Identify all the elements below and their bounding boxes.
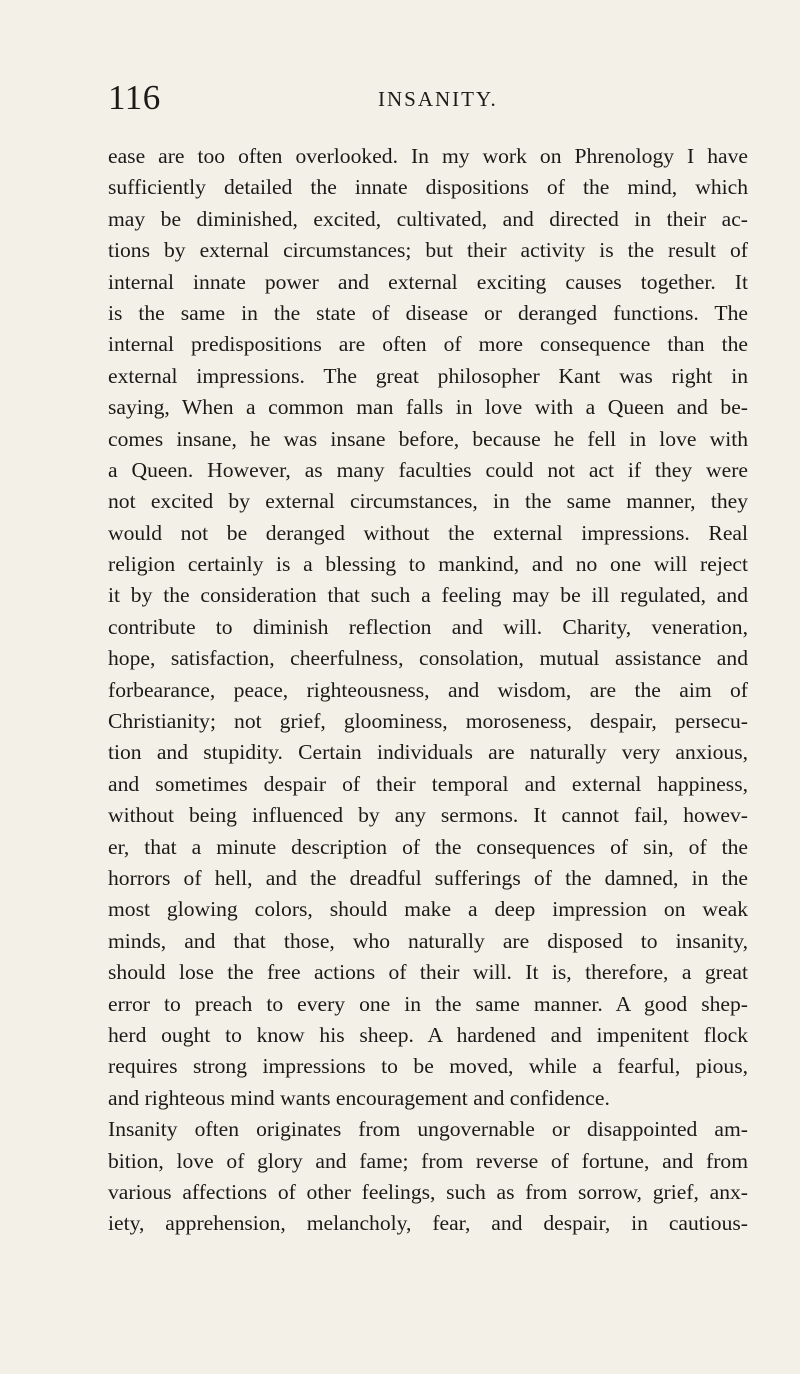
text-line: without being influenced by any sermons. It cannot fail, howev-	[108, 803, 748, 828]
text-line: and sometimes despair of their temporal and external happiness,	[108, 771, 748, 796]
text-line: tion and stupidity. Certain individuals are naturally very anxious,	[108, 740, 748, 765]
text-line: hope, satisfaction, cheerfulness, consolation, mutual assistance and	[108, 646, 748, 671]
text-line: horrors of hell, and the dreadful sufferings of the damned, in the	[108, 865, 748, 890]
text-line: iety, apprehension, melancholy, fear, and despair, in cautious-	[108, 1211, 748, 1236]
text-line: sufficiently detailed the innate dispositions of the mind, which	[108, 175, 748, 200]
text-line: er, that a minute description of the consequences of sin, of the	[108, 834, 748, 859]
text-line: Christianity; not grief, gloominess, moroseness, despair, persecu-	[108, 709, 748, 734]
text-line: various affections of other feelings, such as from sorrow, grief, anx-	[108, 1179, 748, 1204]
text-line: Insanity often originates from ungovernable or disappointed am-	[108, 1117, 748, 1142]
text-line: minds, and that those, who naturally are disposed to insanity,	[108, 928, 748, 953]
text-line: it by the consideration that such a feeling may be ill regulated, and	[108, 583, 748, 608]
body-text	[108, 141, 748, 1240]
text-line: should lose the free actions of their will. It is, therefore, a great	[108, 960, 748, 985]
text-line: requires strong impressions to be moved, while a fearful, pious,	[108, 1054, 748, 1079]
page-header	[108, 78, 708, 118]
text-line: is the same in the state of disease or deranged functions. The	[108, 300, 748, 325]
text-line: internal predispositions are often of more consequence than the	[108, 332, 748, 357]
text-line: ease are too often overlooked. In my work on Phrenology I have	[108, 144, 748, 168]
text-line: not excited by external circumstances, in the same manner, they	[108, 489, 748, 514]
text-line: religion certainly is a blessing to mankind, and no one will reject	[108, 552, 748, 577]
text-line: tions by external circumstances; but their activity is the result of	[108, 238, 748, 263]
text-line: forbearance, peace, righteousness, and wisdom, are the aim of	[108, 677, 748, 702]
text-line: contribute to diminish reflection and will. Charity, veneration,	[108, 614, 748, 639]
text-line: saying, When a common man falls in love with a Queen and be-	[108, 395, 748, 420]
text-line: internal innate power and external exciting causes together. It	[108, 269, 748, 294]
text-line: herd ought to know his sheep. A hardened and impenitent flock	[108, 1022, 748, 1047]
text-line: would not be deranged without the external impressions. Real	[108, 520, 748, 545]
text-line: may be diminished, excited, cultivated, and directed in their ac-	[108, 206, 748, 231]
text-line: error to preach to every one in the same manner. A good shep-	[108, 991, 748, 1016]
text-line: most glowing colors, should make a deep impression on weak	[108, 897, 748, 922]
text-line: comes insane, he was insane before, because he fell in love with	[108, 426, 748, 451]
running-head: INSANITY.	[378, 87, 498, 111]
text-line: external impressions. The great philosopher Kant was right in	[108, 363, 748, 388]
text-line: and righteous mind wants encouragement and confidence.	[108, 1085, 610, 1110]
page-number: 116	[108, 78, 161, 117]
text-line: a Queen. However, as many faculties could not act if they were	[108, 457, 748, 482]
text-line: bition, love of glory and fame; from reverse of fortune, and from	[108, 1148, 748, 1173]
